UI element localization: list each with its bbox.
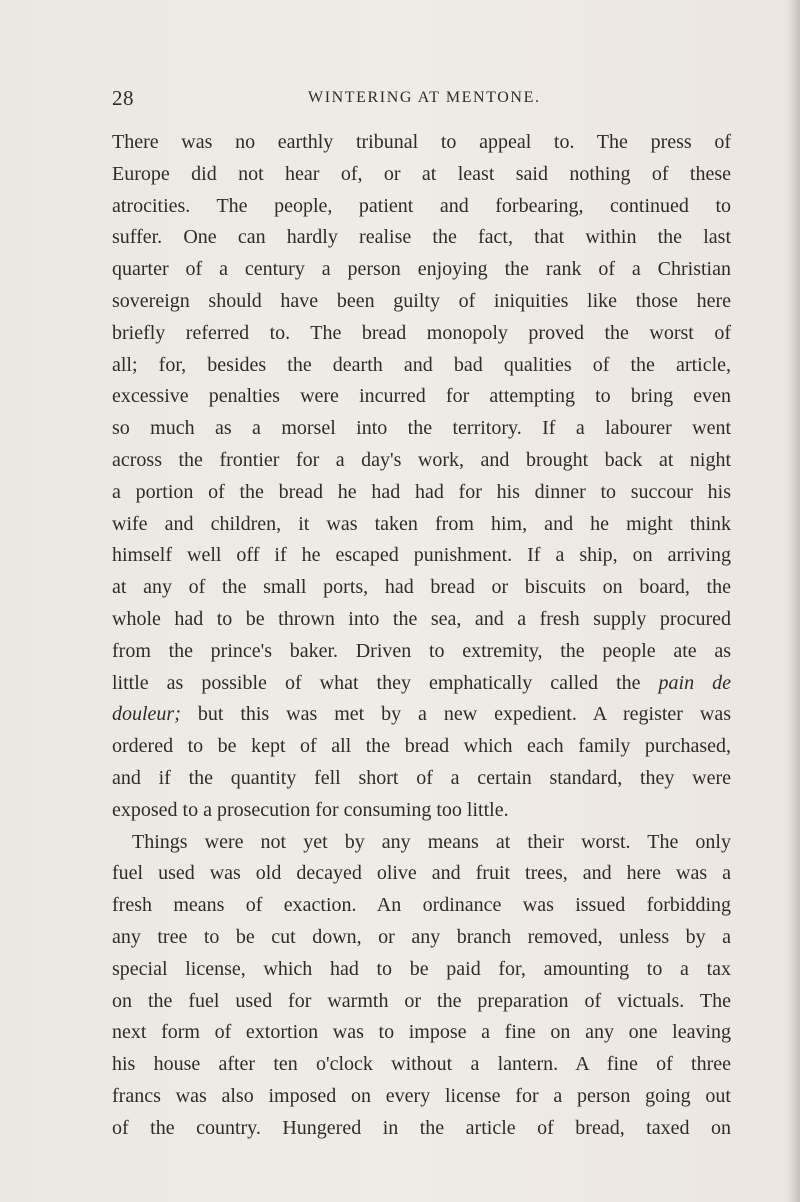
text-line: sovereign should have been guilty of iniquities like those here <box>112 289 731 312</box>
page-edge-shadow <box>786 0 800 1202</box>
text-line: from the prince's baker. Driven to extremity, the people ate as <box>112 639 731 662</box>
text-line: excessive penalties were incurred for attempting to bring even <box>112 385 731 408</box>
text-line: special license, which had to be paid for, amounting to a tax <box>112 957 731 980</box>
page-header <box>112 86 732 110</box>
text-line: fuel used was old decayed olive and fruit trees, and here was a <box>112 862 731 885</box>
text-line-mixed <box>112 699 731 731</box>
italic-phrase: pain de <box>658 671 732 694</box>
text-line: atrocities. The people, patient and forbearing, continued to <box>112 194 731 217</box>
text-line: at any of the small ports, had bread or biscuits on board, the <box>112 576 731 599</box>
text-segment: little as possible of what they emphatically called the <box>112 671 641 694</box>
text-line: all; for, besides the dearth and bad qualities of the article, <box>112 353 731 376</box>
text-line: any tree to be cut down, or any branch removed, unless by a <box>112 925 731 948</box>
text-line: ordered to be kept of all the bread which each family purchased, <box>112 735 731 758</box>
page-number: 28 <box>112 86 134 110</box>
text-line: himself well off if he escaped punishment. If a ship, on arriving <box>112 544 731 567</box>
italic-phrase: douleur; <box>112 703 181 726</box>
text-line: across the frontier for a day's work, and brought back at night <box>112 448 731 471</box>
text-line: his house after ten o'clock without a lantern. A fine of three <box>112 1053 731 1076</box>
text-line-mixed <box>112 668 731 700</box>
running-head: WINTERING AT MENTONE. <box>308 89 541 106</box>
text-line: briefly referred to. The bread monopoly proved the worst of <box>112 321 731 344</box>
body-text <box>112 127 731 1145</box>
text-line: on the fuel used for warmth or the preparation of victuals. The <box>112 989 731 1012</box>
text-line: There was no earthly tribunal to appeal to. The press of <box>112 131 731 153</box>
text-line: suffer. One can hardly realise the fact, that within the last <box>112 226 731 249</box>
text-line: a portion of the bread he had had for his dinner to succour his <box>112 480 731 503</box>
text-line: fresh means of exaction. An ordinance was issued forbidding <box>112 894 731 917</box>
text-line: wife and children, it was taken from him, and he might think <box>112 512 731 535</box>
text-line: of the country. Hungered in the article of bread, taxed on <box>112 1116 731 1139</box>
text-line: exposed to a prosecution for consuming too little. <box>112 798 509 821</box>
text-line: so much as a morsel into the territory. If a labourer went <box>112 417 731 440</box>
text-line: quarter of a century a person enjoying the rank of a Christian <box>112 258 731 281</box>
text-line: francs was also imposed on every license for a person going out <box>112 1084 731 1107</box>
text-line: and if the quantity fell short of a certain standard, they were <box>112 766 731 789</box>
text-line: next form of extortion was to impose a fine on any one leaving <box>112 1021 731 1044</box>
text-segment: but this was met by a new expedient. A register was <box>197 703 731 726</box>
text-line: whole had to be thrown into the sea, and a fresh supply procured <box>112 607 731 630</box>
text-line: Europe did not hear of, or at least said nothing of these <box>112 162 731 185</box>
text-line: Things were not yet by any means at their worst. The only <box>132 830 731 853</box>
